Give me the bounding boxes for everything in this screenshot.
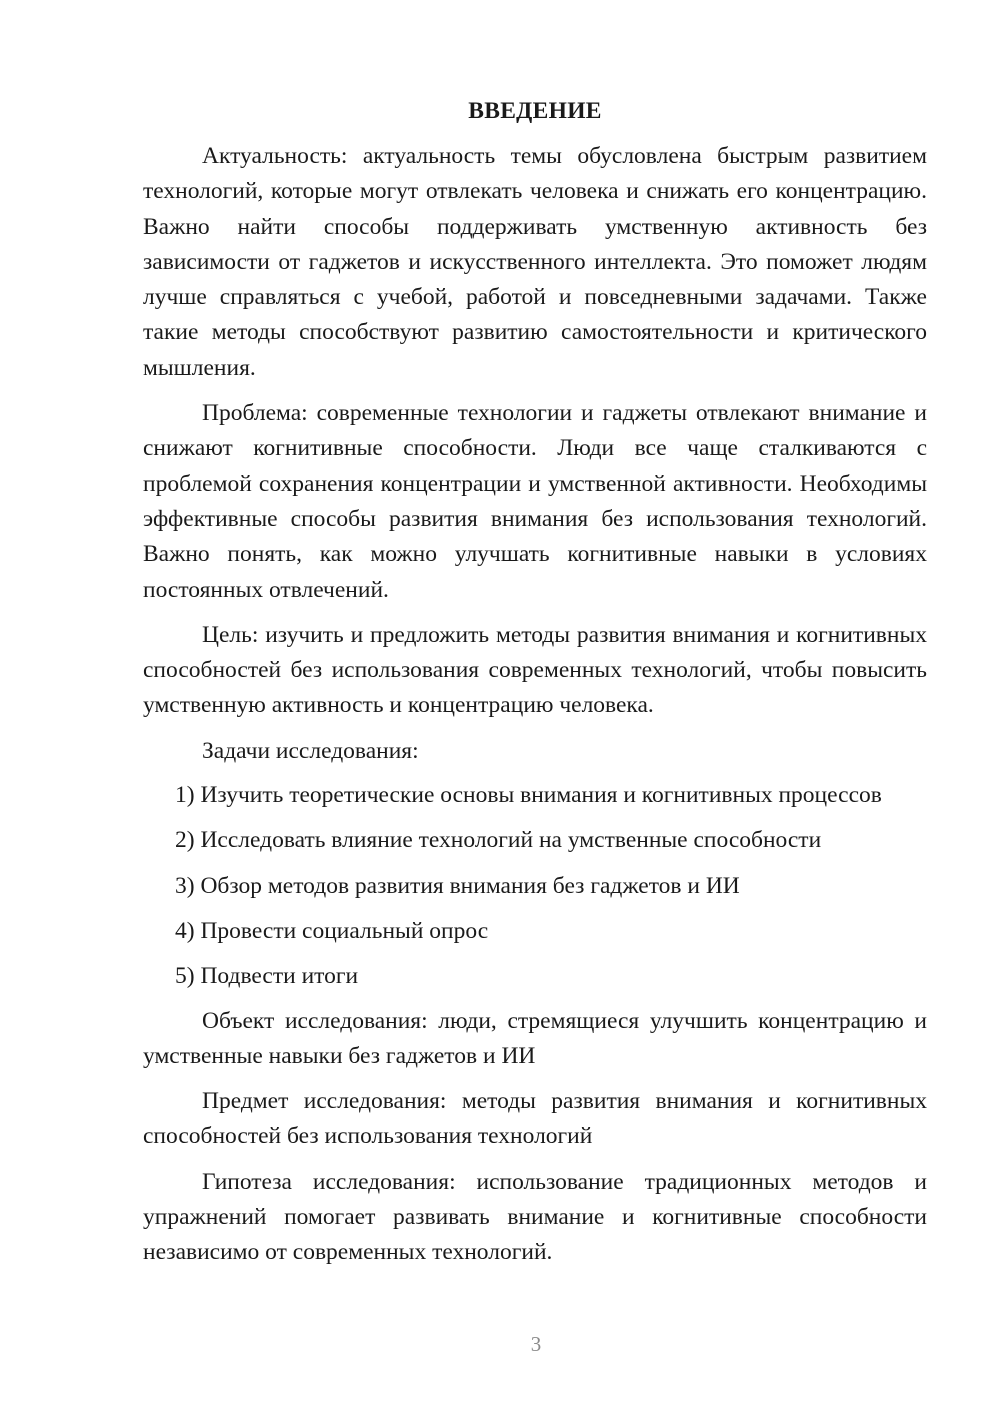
page-content: [143, 96, 927, 1281]
paragraph-hypothesis: Гипотеза исследования: использование традиционных методов и упражнений помогает развивать внимание и когнитивные способности независимо от современных технологий.: [143, 1168, 927, 1266]
paragraph-object: Объект исследования: люди, стремящиеся улучшить концентрацию и умственные навыки без гаджетов и ИИ: [143, 1007, 927, 1069]
page-number: 3: [530, 1332, 542, 1356]
paragraph-problem: Проблема: современные технологии и гаджеты отвлекают внимание и снижают когнитивные способности. Люди все чаще сталкиваются с проблемой сохранения концентрации и умственной активности. Необходимы эффективные способы развития внимания без использования технологий. Важно понять, как можно улучшать когнитивные навыки в условиях постоянных отвлечений.: [143, 400, 927, 603]
paragraph-relevance: Актуальность: актуальность темы обусловлена быстрым развитием технологий, которые могут отвлекать человека и снижать его концентрацию. Важно найти способы поддерживать умственную активность без зависимости от гаджетов и искусственного интеллекта. Это поможет людям лучше справляться с учебой, работой и повседневными задачами. Также такие методы способствуют развитию самостоятельности и критического мышления.: [143, 143, 927, 381]
paragraph-goal: Цель: изучить и предложить методы развития внимания и когнитивных способностей без использования современных технологий, чтобы повысить умственную активность и концентрацию человека.: [143, 621, 927, 719]
tasks-heading: Задачи исследования:: [202, 737, 419, 764]
section-title: ВВЕДЕНИЕ: [468, 98, 602, 124]
task-item-1: 1) Изучить теоретические основы внимания и когнитивных процессов: [175, 782, 882, 809]
task-item-4: 4) Провести социальный опрос: [175, 917, 489, 944]
tasks-list: [143, 778, 927, 994]
paragraph-subject: Предмет исследования: методы развития внимания и когнитивных способностей без использования технологий: [143, 1088, 927, 1150]
task-item-2: 2) Исследовать влияние технологий на умственные способности: [175, 827, 822, 854]
task-item-5: 5) Подвести итоги: [175, 963, 359, 990]
task-item-3: 3) Обзор методов развития внимания без гаджетов и ИИ: [175, 872, 740, 899]
